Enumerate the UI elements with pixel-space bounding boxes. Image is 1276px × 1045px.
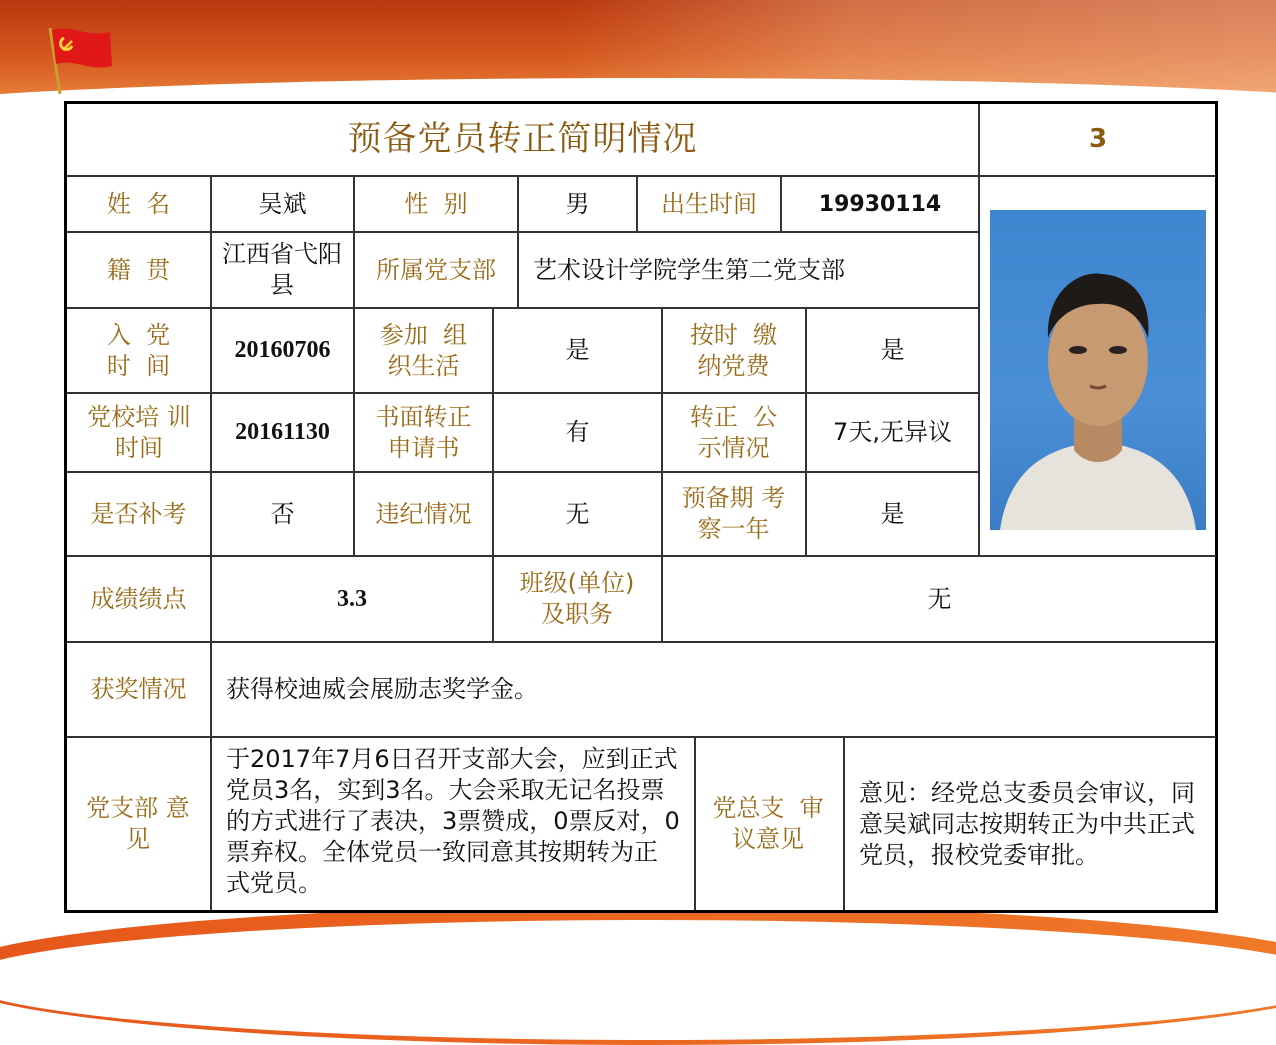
footer-wave-inner <box>0 920 1276 1040</box>
person-photo-icon <box>990 210 1206 530</box>
publicity-value: 7天,无异议 <box>833 418 952 446</box>
birth-value: 19930114 <box>818 191 942 217</box>
dues-label: 按时 缴 纳党费 <box>689 320 785 380</box>
probation-label: 预备期 考察一年 <box>681 484 786 543</box>
retake-label: 是否补考 <box>90 499 187 528</box>
party-school-label: 党校培 训 时间 <box>87 402 199 462</box>
party-school-value: 20161130 <box>235 419 330 445</box>
page-number: 3 <box>1088 124 1108 154</box>
page-title: 预备党员转正简明情况 <box>347 119 698 159</box>
application-value: 有 <box>565 418 590 446</box>
dues-value: 是 <box>880 336 905 364</box>
award-value: 获得校迪威会展励志奖学金。 <box>226 675 538 703</box>
application-label: 书面转正 申请书 <box>375 402 480 462</box>
name-label: 姓 名 <box>106 189 171 218</box>
birth-label: 出生时间 <box>661 189 757 218</box>
origin-label: 籍 贯 <box>106 255 171 284</box>
probation-value: 是 <box>880 499 905 528</box>
name-value: 吴斌 <box>258 189 307 218</box>
publicity-label: 转正 公 示情况 <box>689 402 785 462</box>
party-flag-icon <box>44 24 116 96</box>
branch-value: 艺术设计学院学生第二党支部 <box>533 255 845 284</box>
discipline-label: 违纪情况 <box>375 499 472 528</box>
org-life-value: 是 <box>565 336 590 364</box>
general-branch-opinion-text: 意见：经党总支委员会审议，同意吴斌同志按期转正为中共正式党员，报校党委审批。 <box>859 778 1195 869</box>
join-date-value: 20160706 <box>234 337 331 363</box>
gender-value: 男 <box>565 189 590 218</box>
gender-label: 性 别 <box>404 189 468 218</box>
origin-value: 江西省弋阳县 <box>222 240 342 299</box>
class-position-value: 无 <box>927 584 952 613</box>
general-branch-label: 党总支 审 议意见 <box>712 794 832 853</box>
gpa-value: 3.3 <box>337 585 367 612</box>
gpa-label: 成绩绩点 <box>90 584 187 613</box>
class-position-label: 班级(单位) 及职务 <box>519 569 642 628</box>
retake-value: 否 <box>270 499 295 528</box>
branch-label: 所属党支部 <box>376 255 496 284</box>
branch-opinion-text: 于2017年7月6日召开支部大会，应到正式党员3名，实到3名。大会采取无记名投票的方式进行了表决，3票赞成，0票反对，0票弃权。全体党员一致同意其按期转为正式党员。 <box>226 745 680 897</box>
award-label: 获奖情况 <box>90 675 187 703</box>
discipline-value: 无 <box>565 499 590 528</box>
portrait-photo <box>990 210 1206 530</box>
join-date-label: 入 党 时 间 <box>106 320 178 380</box>
org-life-label: 参加 组 织生活 <box>379 320 475 380</box>
branch-opinion-label: 党支部 意见 <box>86 794 190 853</box>
table-divider <box>694 737 696 910</box>
